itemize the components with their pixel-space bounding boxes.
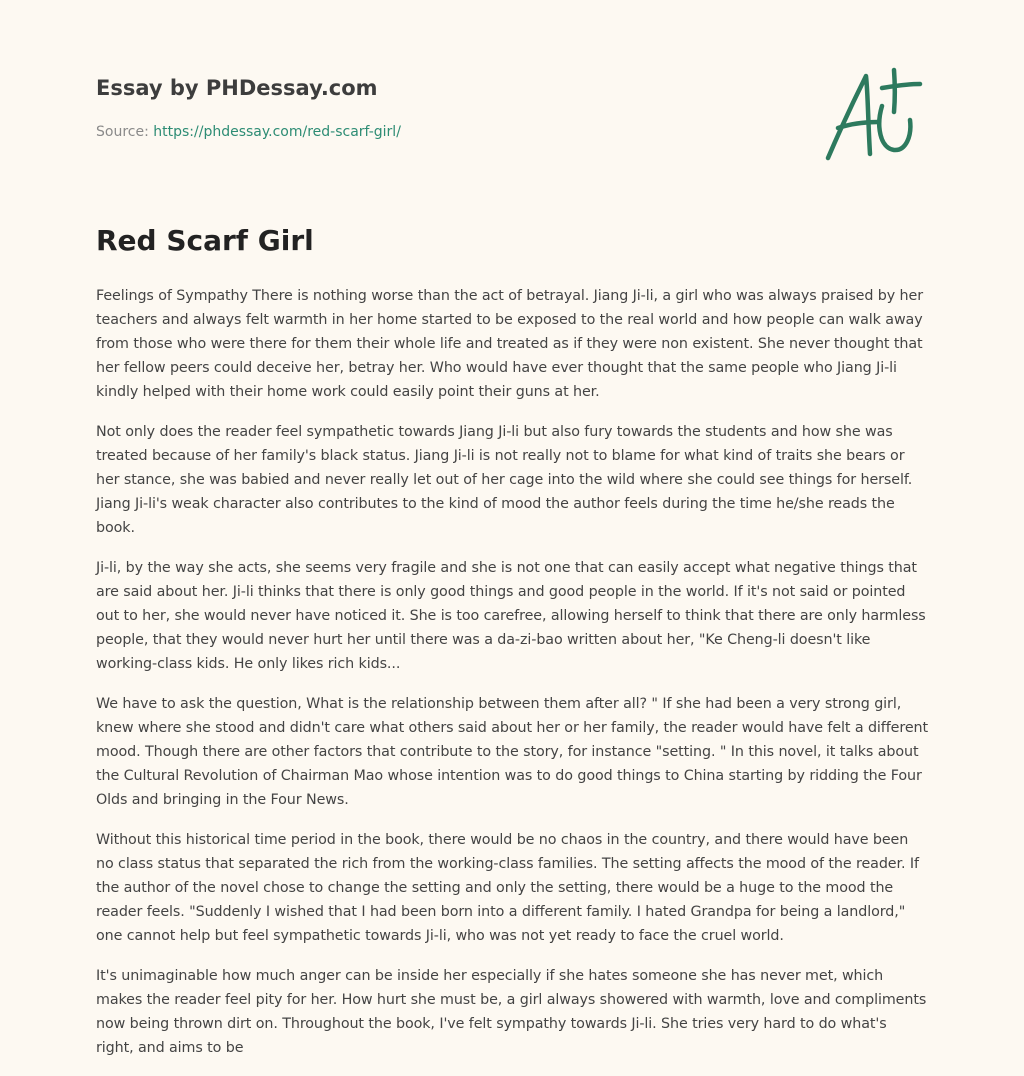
a-plus-grade-icon: [822, 64, 926, 164]
source-line: [96, 124, 401, 140]
article-body: [96, 284, 928, 1076]
paragraph: We have to ask the question, What is the relationship between them after all? " If she had been a very strong girl, knew where she stood and didn't care what others said about her or her family, the reader would have felt a different mood. Though there are other factors that contribute to the story, for instance "setting. " In this novel, it talks about the Cultural Revolution of Chairman Mao whose intention was to do good things to China starting by ridding the Four Olds and bringing in the Four News.: [96, 696, 928, 808]
source-link[interactable]: https://phdessay.com/red-scarf-girl/: [153, 124, 401, 140]
paragraph: It's unimaginable how much anger can be inside her especially if she hates someone she has never met, which makes the reader feel pity for her. How hurt she must be, a girl always showered with warmth, love and compliments now being thrown dirt on. Throughout the book, I've felt sympathy towards Ji-li. She tries very hard to do what's right, and aims to be: [96, 968, 927, 1056]
paragraph: Feelings of Sympathy There is nothing worse than the act of betrayal. Jiang Ji-li, a girl who was always praised by her teachers and always felt warmth in her home started to be exposed to the real world and how people can walk away from those who were there for them their whole life and treated as if they were non existent. She never thought that her fellow peers could deceive her, betray her. Who would have ever thought that the same people who Jiang Ji-li kindly helped with their home work could easily point their guns at her.: [96, 288, 923, 400]
paragraph: Without this historical time period in the book, there would be no chaos in the country, and there would have been no class status that separated the rich from the working-class families. The setting affects the mood of the reader. If the author of the novel chose to change the setting and only the setting, there would be a huge to the mood the reader feels. "Suddenly I wished that I had been born into a different family. I hated Grandpa for being a landlord," one cannot help but feel sympathetic towards Ji-li, who was not yet ready to face the cruel world.: [96, 832, 919, 944]
paragraph: Not only does the reader feel sympathetic towards Jiang Ji-li but also fury towards the students and how she was treated because of her family's black status. Jiang Ji-li is not really not to blame for what kind of traits she bears or her stance, she was babied and never really let out of her cage into the wild where she could see things for herself. Jiang Ji-li's weak character also contributes to the kind of mood the author feels during the time he/she reads the book.: [96, 424, 913, 536]
article-title: Red Scarf Girl: [96, 224, 314, 257]
paragraph: Ji-li, by the way she acts, she seems very fragile and she is not one that can easily accept what negative things that are said about her. Ji-li thinks that there is only good things and good people in the world. If it's not said or pointed out to her, she would never have noticed it. She is too carefree, allowing herself to think that there are only harmless people, that they would never hurt her until there was a da-zi-bao written about her, "Ke Cheng-li doesn't like working-class kids. He only likes rich kids...: [96, 560, 926, 672]
source-label: Source:: [96, 124, 154, 140]
site-brand: Essay by PHDessay.com: [96, 76, 378, 100]
